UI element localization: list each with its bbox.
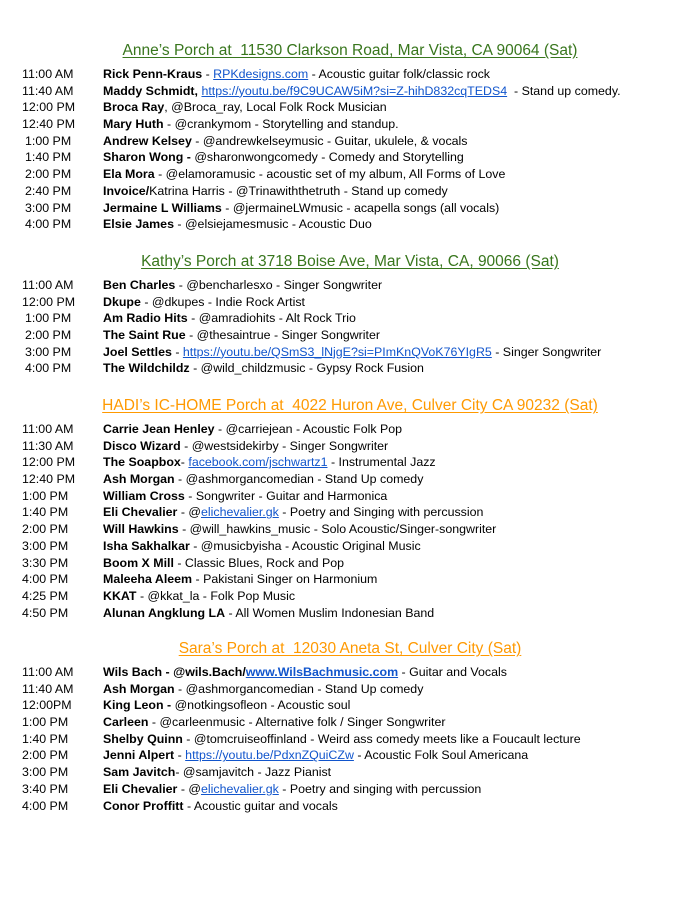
performer-details: - Guitar and Vocals (398, 665, 507, 679)
time-slot: 2:00 PM (22, 748, 69, 763)
porch-heading: HADI’s IC-HOME Porch at 4022 Huron Ave, Culver City CA 90232 (Sat) (102, 397, 598, 414)
performer-details: - @amradiohits - Alt Rock Trio (187, 311, 356, 326)
time-slot: 12:40 PM (22, 472, 76, 487)
porch-section (0, 252, 700, 377)
performer-details: - All Women Muslim Indonesian Band (225, 605, 435, 620)
schedule-row (0, 681, 700, 698)
performer-description (103, 471, 423, 488)
performer-link[interactable]: https://youtu.be/QSmS3_lNjgE?si=PImKnQVoK76YIgR5 (182, 344, 492, 359)
schedule-row (0, 183, 700, 200)
time-slot: 11:40 AM (22, 681, 74, 696)
performer-description (103, 571, 377, 588)
performer-description (103, 183, 448, 200)
time-slot: 4:00 PM (22, 572, 69, 587)
performer-details: - Stand up comedy. (507, 83, 621, 98)
schedule-list (0, 421, 700, 621)
performer-details: - @samjavitch - Jazz Pianist (175, 765, 332, 780)
performer-link[interactable]: RPKdesigns.com (213, 67, 309, 81)
time-slot: 12:00PM (22, 698, 72, 713)
time-slot: 4:00 PM (25, 361, 72, 376)
performer-name: Eli Chevalier (103, 781, 178, 796)
performer-link[interactable]: https://youtu.be/PdxnZQuiCZw (185, 748, 354, 763)
performer-description (103, 588, 295, 605)
performer-name: Isha Sakhalkar (103, 538, 190, 553)
performer-description (103, 200, 499, 217)
performer-description (103, 116, 399, 133)
schedule-row (0, 310, 700, 327)
schedule-row (0, 200, 700, 217)
schedule-list (0, 277, 700, 377)
performer-name: Boom X Mill (103, 555, 174, 570)
performer-details: - @will_hawkins_music - Solo Acoustic/Singer-songwriter (178, 522, 497, 537)
performer-description (103, 731, 581, 748)
time-slot: 11:00 AM (22, 665, 74, 679)
time-slot: 2:00 PM (22, 522, 69, 537)
performer-details: - @ (177, 505, 201, 520)
performer-details: Katrina Harris - @Trinawiththetruth - Stand up comedy (149, 183, 448, 198)
performer-name: Maleeha Aleem (103, 572, 193, 587)
performer-description (103, 438, 388, 455)
performer-name: Sam Javitch (103, 765, 176, 780)
performer-details: - Acoustic guitar folk/classic rock (308, 67, 491, 81)
performer-details: - Acoustic guitar and vocals (183, 798, 338, 813)
performer-description (103, 555, 344, 572)
time-slot: 1:40 PM (25, 150, 72, 165)
time-slot: 3:40 PM (22, 781, 69, 796)
porch-section (0, 41, 700, 233)
schedule-row (0, 294, 700, 311)
performer-name: The Saint Rue (103, 328, 186, 343)
time-slot: 12:40 PM (22, 117, 76, 132)
time-slot: 3:00 PM (22, 765, 69, 780)
performer-details: - (202, 67, 214, 81)
performer-name: Maddy Schmidt, (103, 83, 199, 98)
performer-details: , @Broca_ray, Local Folk Rock Musician (164, 100, 387, 115)
schedule-row (0, 133, 700, 150)
performer-description (103, 277, 382, 294)
porch-section (0, 396, 700, 621)
performer-name: Invoice/ (103, 183, 150, 198)
time-slot: 4:25 PM (22, 588, 69, 603)
time-slot: 1:00 PM (25, 133, 72, 148)
performer-name: Elsie James (103, 217, 174, 232)
schedule-row (0, 277, 700, 294)
schedule-list (0, 66, 700, 233)
performer-name: Ela Mora (103, 167, 155, 182)
schedule-row (0, 538, 700, 555)
performer-details: - @musicbyisha - Acoustic Original Music (189, 538, 421, 553)
performer-description (103, 664, 507, 681)
performer-description (103, 216, 372, 233)
performer-name: Rick Penn-Kraus (103, 67, 203, 81)
performer-details: - (171, 344, 183, 359)
time-slot: 1:00 PM (22, 488, 69, 503)
performer-details: - @elsiejamesmusic - Acoustic Duo (173, 217, 372, 232)
performer-description (103, 454, 436, 471)
performer-link[interactable]: elichevalier.gk (200, 505, 279, 520)
schedule-row (0, 421, 700, 438)
performer-name: Ben Charles (103, 278, 176, 292)
performer-details: - @westsidekirby - Singer Songwriter (180, 438, 389, 453)
performer-details: - @andrewkelseymusic - Guitar, ukulele, & vocals (191, 133, 468, 148)
performer-details: - @bencharlesxo - Singer Songwriter (175, 278, 383, 292)
performer-description (103, 294, 305, 311)
time-slot: 1:00 PM (22, 715, 69, 730)
performer-description (103, 83, 621, 100)
schedule-row (0, 488, 700, 505)
performer-details: - Classic Blues, Rock and Pop (173, 555, 345, 570)
schedule-list (0, 664, 700, 814)
performer-details: - @carleenmusic - Alternative folk / Singer Songwriter (148, 715, 446, 730)
performer-name: Jermaine L Williams (103, 200, 222, 215)
schedule-row (0, 664, 700, 681)
performer-description (103, 327, 380, 344)
performer-name: Carleen (103, 715, 149, 730)
time-slot: 11:00 AM (22, 67, 74, 81)
schedule-row (0, 588, 700, 605)
performer-details: - Poetry and Singing with percussion (278, 505, 484, 520)
performer-name: KKAT (103, 588, 137, 603)
performer-details: - Instrumental Jazz (327, 455, 436, 470)
performer-description (103, 538, 421, 555)
performer-description (103, 99, 387, 116)
performer-link[interactable]: facebook.com/jschwartz1 (188, 455, 328, 470)
schedule-row (0, 344, 700, 361)
performer-name: Ash Morgan (103, 472, 175, 487)
performer-description (103, 133, 467, 150)
performer-description (103, 421, 402, 438)
time-slot: 12:00 PM (22, 100, 76, 115)
performer-name: William Cross (103, 488, 185, 503)
porch-section (0, 639, 700, 814)
schedule-row (0, 99, 700, 116)
time-slot: 11:40 AM (22, 83, 74, 98)
performer-description (103, 781, 481, 798)
schedule-row (0, 555, 700, 572)
schedule-row (0, 327, 700, 344)
porch-heading: Kathy’s Porch at 3718 Boise Ave, Mar Vista, CA, 90066 (Sat) (141, 253, 559, 270)
performer-link[interactable]: www.WilsBachmusic.com (245, 665, 399, 679)
performer-name: Ash Morgan (103, 681, 175, 696)
time-slot: 2:00 PM (25, 328, 72, 343)
schedule-row (0, 714, 700, 731)
schedule-row (0, 360, 700, 377)
schedule-row (0, 747, 700, 764)
schedule-row (0, 66, 700, 83)
performer-details: - @thesaintrue - Singer Songwriter (185, 328, 381, 343)
performer-name: The Soapbox (103, 455, 181, 470)
performer-details: - @jermaineLWmusic - acapella songs (all vocals) (221, 200, 500, 215)
schedule-row (0, 116, 700, 133)
time-slot: 11:00 AM (22, 278, 74, 292)
performer-description (103, 66, 490, 83)
performer-details: - @ashmorgancomedian - Stand Up comedy (174, 472, 424, 487)
performer-details: - @ashmorgancomedian - Stand Up comedy (174, 681, 424, 696)
performer-details: - Poetry and singing with percussion (278, 781, 482, 796)
performer-details: - Songwriter - Guitar and Harmonica (184, 488, 388, 503)
performer-name: Am Radio Hits (103, 311, 188, 326)
performer-details: @notkingsofleon - Acoustic soul (174, 698, 351, 713)
schedule-row (0, 781, 700, 798)
performer-name: Carrie Jean Henley (103, 422, 215, 436)
performer-name: Mary Huth (103, 117, 164, 132)
performer-details: - Singer Songwriter (491, 344, 602, 359)
performer-description (103, 714, 445, 731)
performer-name: Wils Bach - @wils.Bach/ (103, 665, 246, 679)
performer-details: - @ (177, 781, 201, 796)
performer-link[interactable]: https://youtu.be/f9C9UCAW5iM?si=Z-hihD832cqTEDS4 (201, 83, 508, 98)
performer-description (103, 521, 496, 538)
schedule-row (0, 798, 700, 815)
performer-name: Conor Proffitt (103, 798, 184, 813)
performer-name: Alunan Angklung LA (103, 605, 226, 620)
performer-description (103, 149, 464, 166)
time-slot: 3:00 PM (25, 344, 72, 359)
performer-name: Jenni Alpert (103, 748, 175, 763)
schedule-row (0, 731, 700, 748)
performer-details: - @elamoramusic - acoustic set of my album, All Forms of Love (154, 167, 506, 182)
performer-description (103, 504, 483, 521)
performer-description (103, 697, 350, 714)
performer-description (103, 488, 387, 505)
performer-description (103, 681, 423, 698)
time-slot: 4:00 PM (25, 217, 72, 232)
time-slot: 4:00 PM (22, 798, 69, 813)
time-slot: 1:40 PM (22, 505, 69, 520)
schedule-row (0, 149, 700, 166)
performer-description (103, 605, 434, 622)
schedule-row (0, 571, 700, 588)
schedule-row (0, 697, 700, 714)
time-slot: 2:40 PM (25, 183, 72, 198)
schedule-row (0, 504, 700, 521)
performer-name: Broca Ray (103, 100, 165, 115)
performer-details: - @wild_childzmusic - Gypsy Rock Fusion (189, 361, 424, 376)
performer-details: - Acoustic Folk Soul Americana (353, 748, 529, 763)
time-slot: 4:50 PM (22, 605, 69, 620)
performer-details: @sharonwongcomedy - Comedy and Storytelling (194, 150, 464, 165)
performer-name: Joel Settles (103, 344, 172, 359)
time-slot: 3:00 PM (25, 200, 72, 215)
performer-description (103, 798, 338, 815)
time-slot: 11:30 AM (22, 438, 74, 453)
performer-name: King Leon - (103, 698, 175, 713)
time-slot: 2:00 PM (25, 167, 72, 182)
performer-description (103, 344, 601, 361)
time-slot: 1:00 PM (25, 311, 72, 326)
time-slot: 3:00 PM (22, 538, 69, 553)
porch-heading: Sara’s Porch at 12030 Aneta St, Culver City (Sat) (178, 640, 522, 657)
performer-link[interactable]: elichevalier.gk (200, 781, 279, 796)
performer-description (103, 310, 356, 327)
performer-description (103, 166, 505, 183)
performer-description (103, 764, 331, 781)
performer-details: - @kkat_la - Folk Pop Music (136, 588, 296, 603)
time-slot: 1:40 PM (22, 731, 69, 746)
time-slot: 12:00 PM (22, 455, 76, 470)
performer-name: Disco Wizard (103, 438, 181, 453)
performer-details: - (180, 455, 189, 470)
schedule-row (0, 471, 700, 488)
performer-name: Dkupe (103, 294, 141, 309)
schedule-row (0, 521, 700, 538)
schedule-row (0, 605, 700, 622)
performer-name: Andrew Kelsey (103, 133, 192, 148)
time-slot: 12:00 PM (22, 294, 76, 309)
time-slot: 11:00 AM (22, 422, 74, 436)
schedule-row (0, 764, 700, 781)
performer-description (103, 360, 424, 377)
performer-details: - @tomcruiseoffinland - Weird ass comedy meets like a Foucault lecture (182, 731, 581, 746)
schedule-row (0, 83, 700, 100)
performer-details: - @dkupes - Indie Rock Artist (140, 294, 305, 309)
performer-name: Eli Chevalier (103, 505, 178, 520)
performer-description (103, 747, 528, 764)
schedule-row (0, 454, 700, 471)
performer-name: Shelby Quinn (103, 731, 183, 746)
time-slot: 3:30 PM (22, 555, 69, 570)
performer-name: The Wildchildz (103, 361, 190, 376)
schedule-row (0, 166, 700, 183)
performer-details: - @carriejean - Acoustic Folk Pop (214, 422, 403, 436)
performer-details: - @crankymom - Storytelling and standup. (163, 117, 399, 132)
schedule-row (0, 216, 700, 233)
performer-details: - Pakistani Singer on Harmonium (192, 572, 378, 587)
porch-heading: Anne’s Porch at 11530 Clarkson Road, Mar Vista, CA 90064 (Sat) (122, 42, 578, 59)
schedule-row (0, 438, 700, 455)
performer-details: - (174, 748, 186, 763)
performer-name: Will Hawkins (103, 522, 179, 537)
performer-name: Sharon Wong - (103, 150, 195, 165)
